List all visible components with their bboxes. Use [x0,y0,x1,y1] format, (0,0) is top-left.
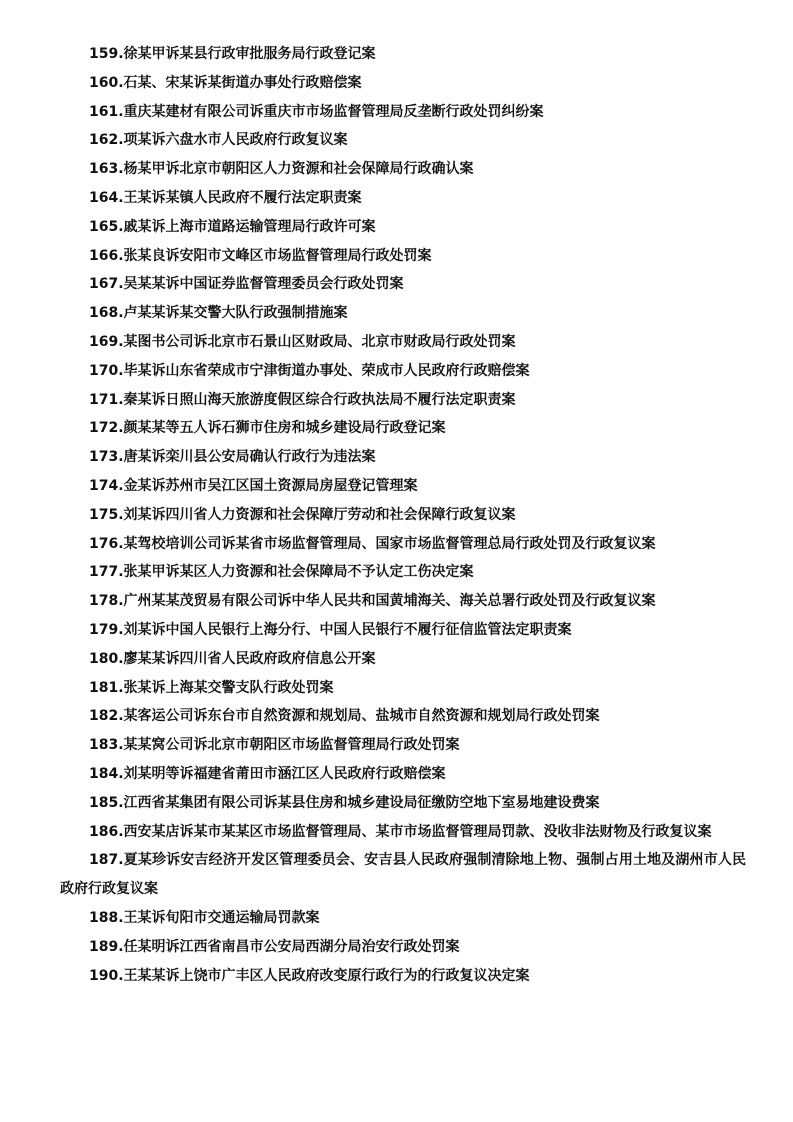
case-item-185: 185.江西省某集团有限公司诉某县住房和城乡建设局征缴防空地下室易地建设费案 [89,794,600,811]
case-item-167: 167.吴某某诉中国证券监督管理委员会行政处罚案 [89,276,404,293]
case-item-184: 184.刘某明等诉福建省莆田市涵江区人民政府行政赔偿案 [89,765,446,782]
case-item-173: 173.唐某诉栾川县公安局确认行政行为违法案 [89,449,376,466]
case-item-170: 170.毕某诉山东省荣成市宁津街道办事处、荣成市人民政府行政赔偿案 [89,362,530,379]
case-item-182: 182.某客运公司诉东台市自然资源和规划局、盐城市自然资源和规划局行政处罚案 [89,708,600,725]
case-item-177: 177.张某甲诉某区人力资源和社会保障局不予认定工伤决定案 [89,564,474,581]
case-item-187: 187.夏某珍诉安吉经济开发区管理委员会、安吉县人民政府强制清除地上物、强制占用土地及湖州市人民政府行政复议案 [60,852,746,898]
case-item-166: 166.张某良诉安阳市文峰区市场监督管理局行政处罚案 [89,247,432,264]
case-item-190: 190.王某某诉上饶市广丰区人民政府改变原行政行为的行政复议决定案 [89,967,530,984]
case-item-175: 175.刘某诉四川省人力资源和社会保障厅劳动和社会保障行政复议案 [89,506,516,523]
case-item-176: 176.某驾校培训公司诉某省市场监督管理局、国家市场监督管理总局行政处罚及行政复议案 [89,535,656,552]
case-item-181: 181.张某诉上海某交警支队行政处罚案 [89,679,334,696]
case-item-171: 171.秦某诉日照山海天旅游度假区综合行政执法局不履行法定职责案 [89,391,516,408]
case-item-163: 163.杨某甲诉北京市朝阳区人力资源和社会保障局行政确认案 [89,161,474,178]
case-item-169: 169.某图书公司诉北京市石景山区财政局、北京市财政局行政处罚案 [89,333,516,350]
case-item-174: 174.金某诉苏州市吴江区国土资源局房屋登记管理案 [89,477,418,494]
case-item-162: 162.项某诉六盘水市人民政府行政复议案 [89,132,348,149]
case-item-160: 160.石某、宋某诉某街道办事处行政赔偿案 [89,74,362,91]
case-item-161: 161.重庆某建材有限公司诉重庆市市场监督管理局反垄断行政处罚纠纷案 [89,103,544,120]
case-item-164: 164.王某诉某镇人民政府不履行法定职责案 [89,189,362,206]
case-item-183: 183.某某窝公司诉北京市朝阳区市场监督管理局行政处罚案 [89,737,460,754]
case-list [60,40,746,990]
case-item-165: 165.戚某诉上海市道路运输管理局行政许可案 [89,218,376,235]
case-item-179: 179.刘某诉中国人民银行上海分行、中国人民银行不履行征信监管法定职责案 [89,621,572,638]
case-item-172: 172.颜某某等五人诉石狮市住房和城乡建设局行政登记案 [89,420,446,437]
case-item-180: 180.廖某某诉四川省人民政府政府信息公开案 [89,650,376,667]
case-item-178: 178.广州某某茂贸易有限公司诉中华人民共和国黄埔海关、海关总署行政处罚及行政复议案 [89,593,656,610]
case-item-188: 188.王某诉旬阳市交通运输局罚款案 [89,909,320,926]
case-item-168: 168.卢某某诉某交警大队行政强制措施案 [89,305,348,322]
case-item-189: 189.任某明诉江西省南昌市公安局西湖分局治安行政处罚案 [89,938,460,955]
case-item-159: 159.徐某甲诉某县行政审批服务局行政登记案 [89,46,376,62]
case-item-186: 186.西安某店诉某市某某区市场监督管理局、某市市场监督管理局罚款、没收非法财物及行政复议案 [89,823,712,840]
